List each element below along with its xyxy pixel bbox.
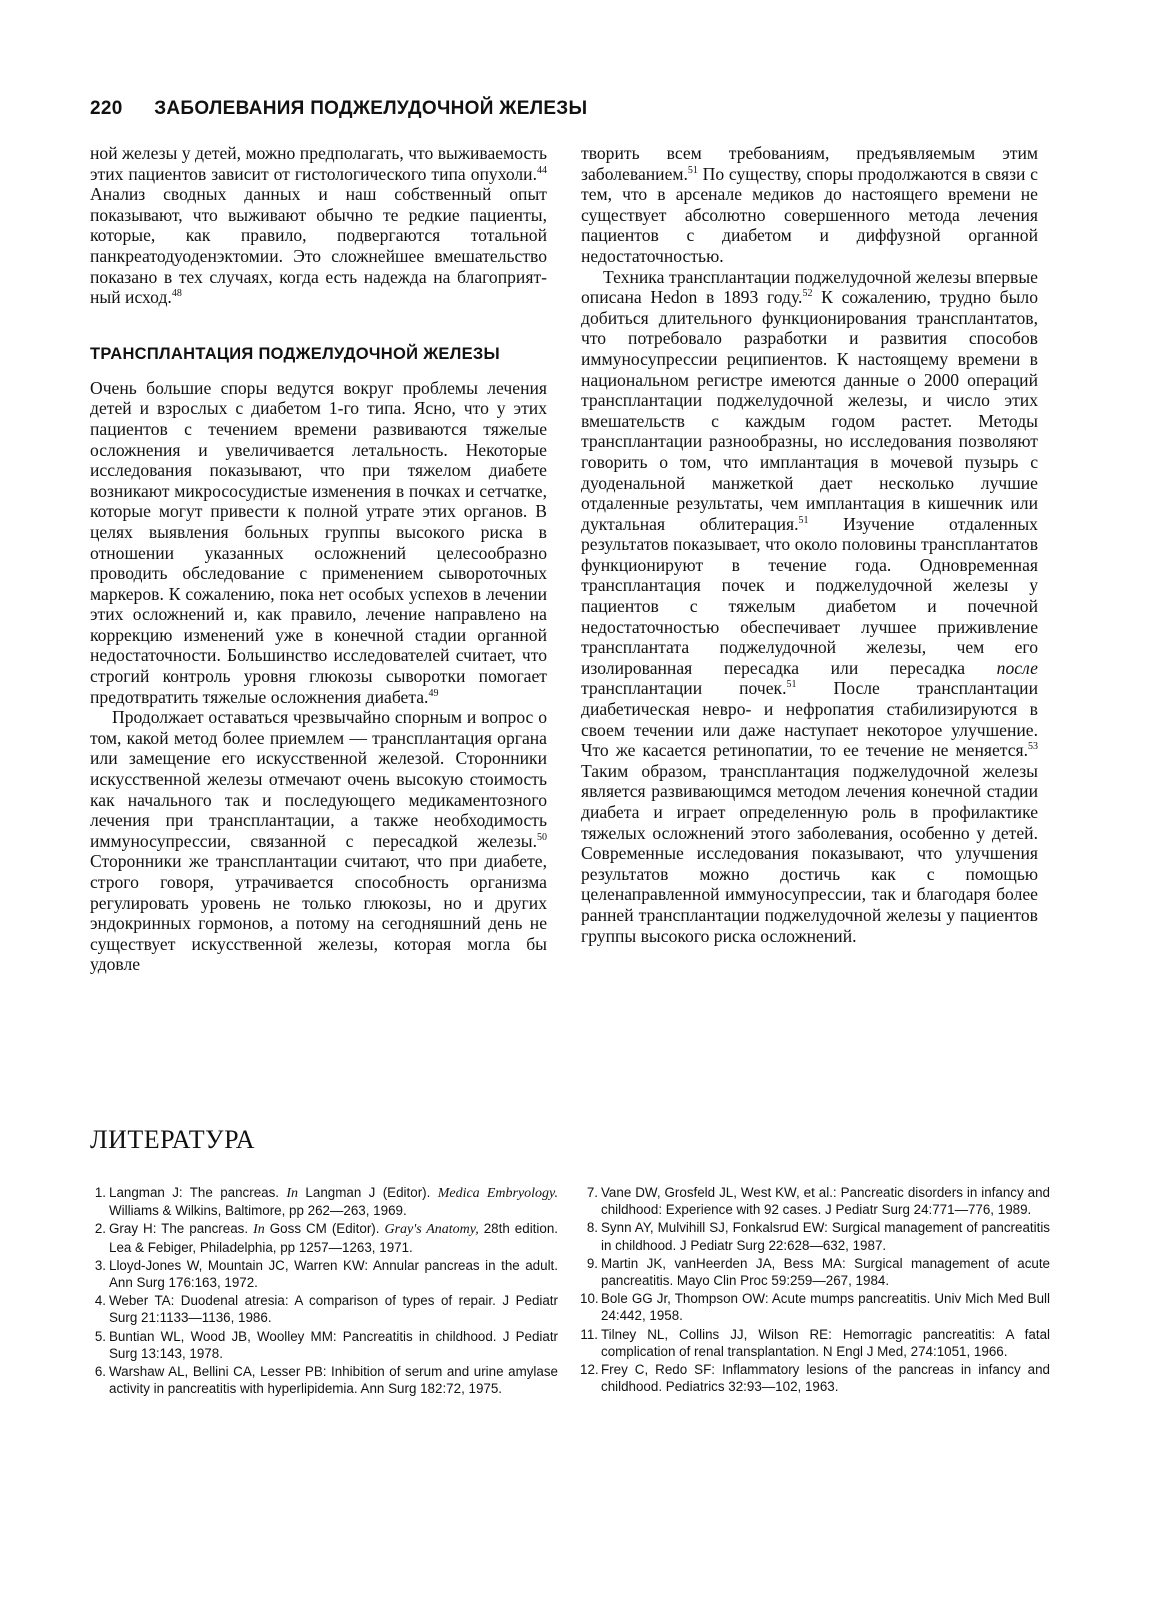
- paragraph: творить всем требованиям, предъявляемым этим заболеванием.$^{51}$ По существу, споры продолжаются в связи с тем, что в арсенале медиков до настоящего времени не существует абсолютно совершенного метода лечения пациентов с диабетом и диффузной органной недостаточностью.: [581, 143, 1038, 266]
- reference-text: Langman J: The pancreas.: [109, 1185, 287, 1200]
- reference-number: 7.: [586, 1185, 598, 1200]
- reference-item: [88, 1363, 558, 1397]
- italic-word: после: [996, 657, 1038, 678]
- reference-list-left: [88, 1184, 558, 1398]
- running-title: ЗАБОЛЕВАНИЯ ПОДЖЕЛУДОЧНОЙ ЖЕЛЕЗЫ: [154, 98, 588, 119]
- citation-ref: 51: [798, 514, 809, 526]
- reference-italic: In: [253, 1222, 265, 1238]
- citation-ref: 51: [687, 164, 698, 176]
- reference-text: Vane DW, Grosfeld JL, West KW, et al.: Pancreatic disorders in infancy and childhood: Experience with 92 cases. J Pediatr Surg 24:771—776, 1989.: [601, 1185, 1050, 1218]
- reference-text: Bole GG Jr, Thompson OW: Acute mumps pancreatitis. Univ Mich Med Bull 24:442, 1958.: [601, 1291, 1050, 1324]
- reference-item: [580, 1184, 1050, 1218]
- reference-italic: Gray's Anatomy,: [384, 1222, 479, 1238]
- reference-item: [88, 1328, 558, 1362]
- citation-ref: 48: [171, 288, 182, 300]
- reference-item: [580, 1255, 1050, 1289]
- reference-text: 28th edition. Lea & Febiger, Philadelphia, pp 1257—1263, 1971.: [109, 1221, 558, 1255]
- running-header: [90, 98, 1070, 120]
- page-number: 220: [90, 98, 123, 119]
- reference-number: 9.: [586, 1255, 598, 1271]
- citation-ref: 49: [428, 687, 439, 699]
- reference-number: 12.: [580, 1362, 599, 1378]
- reference-item: [580, 1361, 1050, 1395]
- right-column: [581, 143, 1038, 946]
- reference-text: Martin JK, vanHeerden JA, Bess MA: Surgical management of acute pancreatitis. Mayo Clin Proc 59:259—267, 1984.: [601, 1255, 1050, 1289]
- reference-text: Williams & Wilkins, Baltimore, pp 262—263, 1969.: [109, 1203, 407, 1219]
- reference-number: 1.: [94, 1185, 106, 1200]
- reference-item: [88, 1220, 558, 1255]
- citation-ref: 44: [537, 164, 547, 176]
- citation-ref: 52: [802, 288, 813, 300]
- reference-item: [88, 1257, 558, 1291]
- reference-number: 5.: [94, 1328, 106, 1344]
- reference-list-right: [580, 1184, 1050, 1396]
- reference-text: Goss CM (Editor).: [264, 1221, 385, 1237]
- reference-italic: In: [286, 1186, 299, 1201]
- reference-text: Buntian WL, Wood JB, Woolley MM: Pancreatitis in childhood. J Pediatr Surg 13:143, 1978.: [109, 1328, 558, 1361]
- reference-text: Frey C, Redo SF: Inflammatory lesions of the pancreas in infancy and childhood. Pediatrics 32:93—102, 1963.: [601, 1362, 1050, 1395]
- reference-italic: Medica Embryology.: [437, 1186, 558, 1201]
- reference-text: Lloyd-Jones W, Mountain JC, Warren KW: Annular pancreas in the adult. Ann Surg 176:163, 1972.: [109, 1257, 558, 1291]
- paragraph: Техника трансплантации поджелудочной железы впервые описана Hedon в 1893 году.$^{52}$ К сожалению, трудно было добиться длительного функционирования трансплантатов, что потребовало разработки и развития способов иммуносупрессии реципиентов. К настоящему времени в национальном регистре имеются данные о 2000 операций трансплантации поджелудочной железы, и число этих вмешательств с каждым годом растет. Методы трансплантации разнообразны, но исследования позволяют говорить о том, что имплантация в мочевой пузырь с дуоденальной манжеткой дает несколько лучшие отдаленные результаты, чем имплантация в кишечник или дуктальная облитерация.$^{51}$ Изучение отдаленных результатов показывает, что около половины трансплантатов функционируют в течение года. Одновременная трансплантация почек и поджелудочной железы у пациентов с тяжелым диабетом и почечной недостаточностью обеспечивает лучшее приживление трансплантата поджелудочной железы, чем его изолированная пересадка или пересадка после трансплантации почек.$^{51}$ После трансплантации диабетическая невро- и нефропатия стабилизируются в своем течении или даже наступает некоторое улучшение. Что же касается ретинопатии, то ее течение не меняется.$^{53}$ Таким образом, трансплантация поджелудочной железы является развивающимся методом лечения конечной стадии диабета и играет определенную роль в профилактике тяжелых осложнений этого заболевания, особенно у детей. Современные исследования показывают, что улучшения результатов можно достичь как с помощью целенаправленной иммуносупрессии, так и благодаря более ранней трансплантации поджелудочной железы у пациентов группы высокого риска осложнений.: [581, 266, 1038, 946]
- reference-number: 2.: [94, 1221, 106, 1237]
- citation-ref: 53: [1028, 741, 1038, 753]
- reference-text: Tilney NL, Collins JJ, Wilson RE: Hemorragic pancreatitis: A fatal complication of renal transplantation. N Engl J Med, 274:1051, 1966.: [601, 1326, 1050, 1359]
- paragraph: Очень большие споры ведутся вокруг проблемы лечения детей и взрослых с диабетом 1-го типа. Ясно, что у этих пациентов с течением времени развиваются тяжелые осложнения и увеличивается летальность. Некоторые исследования показывают, что при тяжелом диабете возникают микрососудистые изменения в почках и сетчатке, которые могут привести к полной утрате этих органов. В целях выявления больных группы высокого риска в отношении указанных осложнений целесообразно проводить обследование с применением сывороточных маркеров. К сожалению, пока нет особых успехов в лечении этих осложнений и, как правило, лечение направлено на коррекцию изменений уже в конечной стадии органной недостаточности. Большинство исследователей считает, что строгий контроль уровня глюкозы сыворотки помогает предотвратить тяжелые осложнения диабета.$^{49}$: [90, 377, 547, 707]
- reference-text: Weber TA: Duodenal atresia: A comparison of types of repair. J Pediatr Surg 21:1133—1136, 1986.: [109, 1293, 558, 1326]
- reference-item: [580, 1219, 1050, 1253]
- reference-number: 4.: [94, 1293, 106, 1309]
- paragraph: ной железы у детей, можно предполагать, что выживаемость этих пациентов зависит от гистологического типа опухоли.$^{44}$ Анализ сводных данных и наш собственный опыт показывают, что выживают обычно те редкие пациенты, которые, как правило, подвергаются тотальной панкреатодуоденэктомии. Это сложнейшее вмешательство показано в тех случаях, когда есть надежда на благоприятный исход.$^{48}$: [90, 143, 547, 308]
- reference-number: 11.: [580, 1326, 598, 1342]
- reference-item: [88, 1292, 558, 1326]
- paragraph: Продолжает оставаться чрезвычайно спорным и вопрос о том, какой метод более приемлем — трансплантация органа или замещение его искусственной железой. Сторонники искусственной железы отмечают очень высокую стоимость как начального так и последующего медикаментозного лечения при трансплантации, а также необходимость иммуносупрессии, связанной с пересадкой железы.$^{50}$ Сторонники же трансплантации считают, что при диабете, строго говоря, утрачивается способность организма регулировать уровень не только глюкозы, но и других эндокринных гормонов, а потому на сегодняшний день не существует искусственной железы, которая могла бы удовле: [90, 707, 547, 975]
- reference-number: 8.: [586, 1220, 598, 1236]
- section-heading: ТРАНСПЛАНТАЦИЯ ПОДЖЕЛУДОЧНОЙ ЖЕЛЕЗЫ: [90, 344, 500, 363]
- references-title: ЛИТЕРАТУРА: [90, 1125, 255, 1154]
- reference-number: 6.: [94, 1364, 106, 1380]
- reference-item: [88, 1184, 558, 1219]
- left-column: [90, 143, 547, 975]
- reference-item: [580, 1290, 1050, 1324]
- reference-number: 10.: [580, 1291, 599, 1307]
- reference-item: [580, 1326, 1050, 1360]
- reference-text: Gray H: The pancreas.: [109, 1221, 254, 1237]
- reference-text: Synn AY, Mulvihill SJ, Fonkalsrud EW: Surgical management of pancreatitis in childhood. J Pediatr Surg 22:628—632, 1987.: [601, 1220, 1050, 1253]
- reference-number: 3.: [94, 1257, 106, 1273]
- citation-ref: 51: [786, 679, 797, 691]
- citation-ref: 50: [537, 831, 547, 843]
- reference-text: Langman J (Editor).: [298, 1185, 438, 1200]
- reference-text: Warshaw AL, Bellini CA, Lesser PB: Inhibition of serum and urine amylase activity in pancreatitis with hyperlipidemia. Ann Surg 182:72, 1975.: [109, 1364, 558, 1397]
